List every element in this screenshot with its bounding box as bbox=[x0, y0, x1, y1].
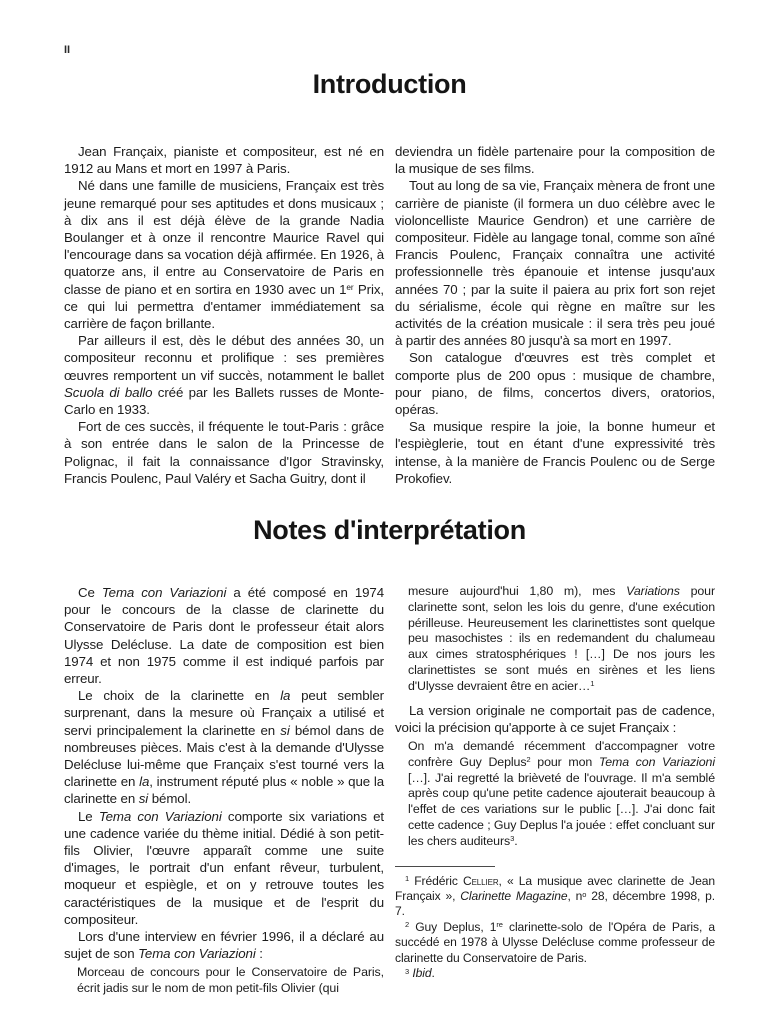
heading-notes-interpretation: Notes d'interprétation bbox=[253, 515, 526, 545]
blockquote: Morceau de concours pour le Conservatoire de Paris, écrit jadis sur le nom de mon petit-fils Olivier (qui bbox=[77, 965, 384, 996]
paragraph: Le Tema con Variazioni comporte six variations et une cadence variée du thème initial. Dédié à son petit-fils Olivier, l'œuvre apparaît comme une suite d'images, le portrait d'un enfant rêveur, turbulent, moqueur et espiègle, et on y retrouve toutes les caractéristiques de la musique et de l'esprit du compositeur. bbox=[64, 808, 385, 927]
section-introduction bbox=[0, 68, 772, 487]
paragraph: Né dans une famille de musiciens, Françaix est très jeune remarqué pour ses aptitudes et dons musicaux ; à dix ans il est déjà élève de la grande Nadia Boulanger et à onze il rencontre Maurice Ravel qui l'encourage dans sa vocation déjà affirmée. En 1926, à quatorze ans, il entre au Conservatoire de Paris en classe de piano et en sortira en 1930 avec un 1er Prix, ce qui lui permettra d'entamer immédiatement sa carrière de façon brillante. bbox=[64, 178, 384, 332]
paragraph: Le choix de la clarinette en la peut sembler surprenant, dans la mesure où Françaix a utilisé et servi principalement la clarinette en si bémol dans de nombreuses pièces. Mais c'est à la demande d'Ulysse Delécluse lui-même que Françaix s'est tourné vers la clarinette en la, instrument réputé plus « noble » que la clarinette en si bémol. bbox=[64, 688, 385, 807]
footnote: $^3$ Ibid. bbox=[405, 966, 435, 980]
blockquote-continuation: mesure aujourd'hui 1,80 m), mes Variations pour clarinette sont, selon les lois du genre, d'une exécution périlleuse. Heureusement les clarinettistes sont quelque peu masochistes : ils en redemandent du chalumeau aux cimes stratosphériques ! […] De nos jours les clarinettistes se sont mués en sirènes et les liens d'Ulysse devraient être en acier…$^1$ bbox=[408, 584, 715, 693]
paragraph-continuation: deviendra un fidèle partenaire pour la composition de la musique de ses films. bbox=[395, 144, 715, 177]
paragraph: Jean Françaix, pianiste et compositeur, est né en 1912 au Mans et mort en 1997 à Paris. bbox=[64, 144, 384, 177]
paragraph: La version originale ne comportait pas de cadence, voici la précision qu'apporte à ce sujet Françaix : bbox=[395, 702, 715, 735]
notes-columns bbox=[64, 584, 715, 1004]
paragraph: Ce Tema con Variazioni a été composé en 1974 pour le concours de la classe de clarinette du Conservatoire de Paris dont le professeur était alors Ulysse Delécluse. La date de composition est bien 1974 et non 1975 comme il est indiqué parfois par erreur. bbox=[64, 585, 385, 687]
introduction-column-right bbox=[395, 143, 715, 487]
introduction-columns bbox=[64, 143, 715, 487]
paragraph: Sa musique respire la joie, la bonne humeur et l'espièglerie, tout en étant d'une expressivité très intense, à la manière de Francis Poulenc ou de Serge Prokofiev. bbox=[395, 419, 715, 486]
introduction-column-left bbox=[64, 143, 384, 487]
paragraph: Par ailleurs il est, dès le début des années 30, un compositeur reconnu et prolifique : ses premières œuvres remportent un vif succès, notamment le ballet Scuola di ballo créé par les Ballets russes de Monte-Carlo en 1933. bbox=[64, 333, 384, 418]
paragraph: Son catalogue d'œuvres est très complet et comporte plus de 200 opus : musique de chambre, pour piano, de films, concertos divers, oratorios, opéras. bbox=[395, 350, 715, 418]
notes-column-right bbox=[395, 584, 715, 1004]
heading-introduction: Introduction bbox=[312, 69, 467, 99]
blockquote: On m'a demandé récemment d'accompagner votre confrère Guy Deplus$^2$ pour mon Tema con Variazioni […]. J'ai regretté la brièveté de l'ouvrage. Il m'a semblé après coup qu'une petite cadence ajouterait beaucoup à l'effet de ces variations sur le public […]. J'ai donc fait cette cadence ; Guy Deplus l'a jouée : effet concluant sur les chers auditeurs$^3$. bbox=[408, 738, 715, 848]
page-number: II bbox=[64, 44, 71, 56]
section-notes-interpretation bbox=[0, 514, 772, 1004]
paragraph: Lors d'une interview en février 1996, il a déclaré au sujet de son Tema con Variazioni : bbox=[64, 929, 384, 962]
footnote: $^1$ Frédéric Cellier, « La musique avec clarinette de Jean Françaix », Clarinette Magazine, $n^o$ 28, décembre 1998, p. 7. bbox=[395, 873, 716, 919]
notes-column-left bbox=[64, 584, 384, 1004]
footnote-separator bbox=[395, 866, 495, 867]
paragraph: Tout au long de sa vie, Françaix mènera de front une carrière de pianiste (il formera un duo célèbre avec le violoncelliste Maurice Gendron) et une carrière de compositeur. Fidèle au langage tonal, comme son aîné Francis Poulenc, Françaix connaîtra une activité professionnelle très épanouie et intense jusqu'aux années 70 ; par la suite il paiera au prix fort son rejet du sérialisme, école qui règne en maître sur les activités de la création musicale : il sera très peu joué à partir des années 80 jusqu'à sa mort en 1997. bbox=[395, 178, 715, 349]
paragraph: Fort de ces succès, il fréquente le tout-Paris : grâce à son entrée dans le salon de la Princesse de Polignac, il fait la connaissance d'Igor Stravinsky, Francis Poulenc, Paul Valéry et Sacha Guitry, dont il bbox=[64, 419, 384, 486]
footnote: $^2$ Guy Deplus, 1re clarinette-solo de l'Opéra de Paris, a succédé en 1978 à Ulysse Delécluse comme professeur de clarinette du Conservatoire de Paris. bbox=[395, 919, 715, 965]
